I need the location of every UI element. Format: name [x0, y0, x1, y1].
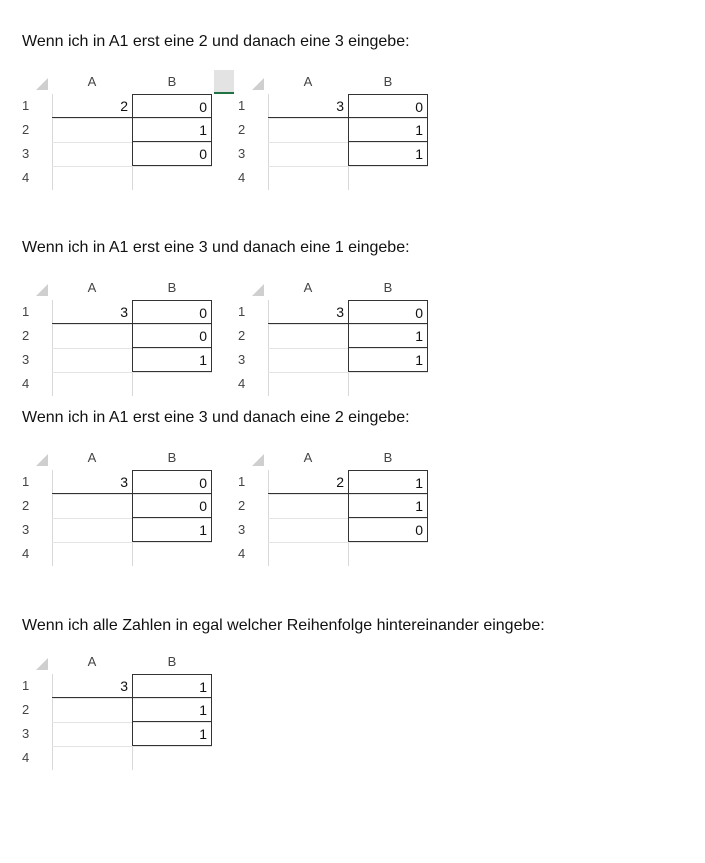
row-header: 3	[22, 146, 30, 161]
column-header-a: A	[87, 654, 97, 669]
row-header: 2	[238, 122, 246, 137]
cell-b1[interactable]: 0	[132, 94, 212, 118]
select-all-corner	[18, 650, 52, 674]
row-header: 3	[238, 146, 246, 161]
cell-b2[interactable]: 1	[348, 494, 428, 518]
cell-b2[interactable]: 0	[132, 494, 212, 518]
column-header-b: B	[383, 74, 393, 89]
grid-line	[268, 542, 428, 543]
cell-a1[interactable]: 3	[52, 300, 132, 324]
column-header-b: B	[383, 280, 393, 295]
column-header-a: A	[303, 450, 313, 465]
cell-a1[interactable]: 3	[52, 470, 132, 494]
column-header-a: A	[303, 280, 313, 295]
row-header: 3	[22, 522, 30, 537]
cell-b1[interactable]: 0	[132, 470, 212, 494]
column-header-b: B	[383, 450, 393, 465]
cell-a1[interactable]: 3	[268, 300, 348, 324]
row-header: 1	[22, 98, 30, 113]
select-all-corner	[18, 446, 52, 470]
select-all-corner	[234, 70, 268, 94]
select-all-corner	[18, 70, 52, 94]
row-header: 2	[238, 498, 246, 513]
column-header-a: A	[87, 450, 97, 465]
cell-b3[interactable]: 1	[348, 142, 428, 166]
grid-line	[268, 372, 428, 373]
cell-a1[interactable]: 3	[52, 674, 132, 698]
row-header: 3	[238, 352, 246, 367]
cell-b2[interactable]: 1	[348, 324, 428, 348]
cell-a1[interactable]: 2	[52, 94, 132, 118]
cell-b3[interactable]: 0	[348, 518, 428, 542]
row-header: 4	[238, 170, 246, 185]
spreadsheet-excerpt	[234, 70, 434, 190]
spreadsheet-excerpt	[18, 446, 218, 566]
cell-b2[interactable]: 0	[132, 324, 212, 348]
cell-b2[interactable]: 1	[132, 118, 212, 142]
spreadsheet-excerpt	[234, 276, 434, 396]
row-header: 2	[22, 498, 30, 513]
row-header: 4	[238, 376, 246, 391]
caption-1: Wenn ich in A1 erst eine 2 und danach eine 3 eingebe:	[22, 33, 410, 50]
column-header-a: A	[87, 280, 97, 295]
column-header-b: B	[167, 280, 177, 295]
select-all-corner	[234, 446, 268, 470]
row-header: 2	[238, 328, 246, 343]
cell-b1[interactable]: 1	[132, 674, 212, 698]
row-header: 4	[22, 750, 30, 765]
cell-b3[interactable]: 1	[348, 348, 428, 372]
spreadsheet-excerpt	[18, 70, 218, 190]
cell-a1[interactable]: 3	[268, 94, 348, 118]
column-header-b: B	[167, 74, 177, 89]
row-header: 4	[238, 546, 246, 561]
grid-line	[268, 166, 428, 167]
cell-b2[interactable]: 1	[348, 118, 428, 142]
cell-b3[interactable]: 1	[132, 348, 212, 372]
column-header-a: A	[303, 74, 313, 89]
column-header-a: A	[87, 74, 97, 89]
column-selection-marker	[214, 70, 234, 94]
cell-b3[interactable]: 0	[132, 142, 212, 166]
row-header: 1	[238, 98, 246, 113]
row-header: 3	[238, 522, 246, 537]
row-header: 1	[22, 474, 30, 489]
row-header: 4	[22, 376, 30, 391]
column-header-b: B	[167, 654, 177, 669]
select-all-corner	[234, 276, 268, 300]
cell-b3[interactable]: 1	[132, 518, 212, 542]
grid-line	[52, 166, 212, 167]
row-header: 4	[22, 546, 30, 561]
grid-line	[52, 746, 212, 747]
grid-line	[52, 542, 212, 543]
cell-b1[interactable]: 0	[132, 300, 212, 324]
row-header: 3	[22, 352, 30, 367]
row-header: 2	[22, 122, 30, 137]
row-header: 4	[22, 170, 30, 185]
cell-b1[interactable]: 1	[348, 470, 428, 494]
spreadsheet-excerpt	[18, 650, 218, 770]
row-header: 3	[22, 726, 30, 741]
row-header: 1	[238, 304, 246, 319]
row-header: 2	[22, 702, 30, 717]
row-header: 1	[238, 474, 246, 489]
cell-b3[interactable]: 1	[132, 722, 212, 746]
cell-b1[interactable]: 0	[348, 300, 428, 324]
row-header: 1	[22, 678, 30, 693]
caption-2: Wenn ich in A1 erst eine 3 und danach eine 1 eingebe:	[22, 239, 410, 256]
row-header: 1	[22, 304, 30, 319]
select-all-corner	[18, 276, 52, 300]
grid-line	[52, 372, 212, 373]
cell-b2[interactable]: 1	[132, 698, 212, 722]
row-header: 2	[22, 328, 30, 343]
caption-4: Wenn ich alle Zahlen in egal welcher Reihenfolge hintereinander eingebe:	[22, 617, 545, 634]
cell-a1[interactable]: 2	[268, 470, 348, 494]
caption-3: Wenn ich in A1 erst eine 3 und danach eine 2 eingebe:	[22, 409, 410, 426]
spreadsheet-excerpt	[234, 446, 434, 566]
spreadsheet-excerpt	[18, 276, 218, 396]
cell-b1[interactable]: 0	[348, 94, 428, 118]
column-header-b: B	[167, 450, 177, 465]
